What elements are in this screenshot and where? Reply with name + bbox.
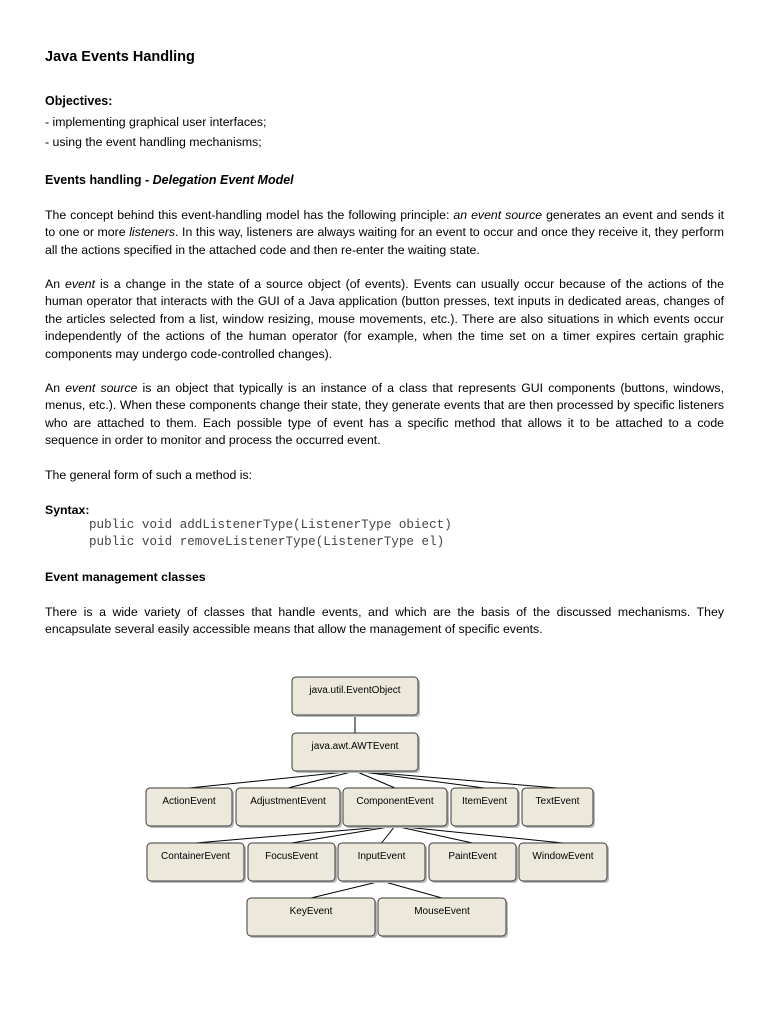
inheritance-edge-componentevent-inputevent — [382, 826, 396, 843]
section-heading-italic: Delegation Event Model — [152, 173, 294, 187]
class-node-itemevent — [451, 788, 520, 828]
inheritance-edge-componentevent-focusevent — [292, 826, 396, 843]
node-label-eventobject: java.util.EventObject — [309, 685, 401, 696]
node-box — [451, 788, 518, 826]
class-node-adjustmentevent — [236, 788, 342, 828]
section-heading-plain: Events handling - — [45, 173, 153, 187]
paragraph-event-definition: An event is a change in the state of a source object (of events). Events can usually occur because of the actions of the human operator that interacts with the GUI of a Java application (button presses, text inputs in dedicated areas, changes of the articles selected from a list, window resizing, mouse movements, etc.). There are also situations in which events occur independently of the actions of the human operator (for example, when the time set on a timer expires certain graphic components may undergo code-controlled changes). — [45, 277, 724, 361]
syntax-label: Syntax: — [45, 503, 90, 517]
node-box — [519, 843, 607, 881]
inheritance-edge-awtevent-textevent — [355, 771, 558, 788]
node-label-inputevent: InputEvent — [357, 851, 406, 862]
node-label-containerevent: ContainerEvent — [161, 851, 230, 862]
inheritance-edge-awtevent-adjustmentevent — [288, 771, 355, 788]
node-box — [247, 898, 375, 936]
node-label-paintevent: PaintEvent — [448, 851, 497, 862]
node-label-textevent: TextEvent — [535, 796, 580, 807]
objective-item: - using the event handling mechanisms; — [45, 135, 262, 149]
class-node-inputevent — [338, 843, 427, 883]
class-node-mouseevent — [378, 898, 508, 938]
class-node-focusevent — [248, 843, 337, 883]
node-box — [522, 788, 593, 826]
node-label-itemevent: ItemEvent — [461, 796, 508, 807]
class-node-eventobject — [292, 677, 420, 717]
paragraph-principle: The concept behind this event-handling model has the following principle: an event source generates an event and sends it to one or more listeners. In this way, listeners are always waiting for an event to occur and once they receive it, they perform all the actions specified in the attached code and then re-enter the waiting state. — [45, 208, 725, 257]
objectives-heading: Objectives: — [45, 94, 113, 108]
class-node-keyevent — [247, 898, 377, 938]
class-node-containerevent — [147, 843, 246, 883]
paragraph-event-classes: There is a wide variety of classes that handle events, and which are the basis of the discussed mechanisms. They encapsulate several easily accessible means that allow the management of specific events. — [45, 605, 724, 637]
class-node-componentevent — [343, 788, 449, 828]
inheritance-edge-inputevent-keyevent — [311, 881, 382, 898]
node-label-adjustmentevent: AdjustmentEvent — [250, 796, 326, 807]
class-node-textevent — [522, 788, 595, 828]
node-label-keyevent: KeyEvent — [289, 906, 333, 917]
node-label-mouseevent: MouseEvent — [414, 906, 470, 917]
event-classes-heading: Event management classes — [45, 570, 206, 584]
objective-item: - implementing graphical user interfaces; — [45, 115, 267, 129]
node-box — [378, 898, 506, 936]
inheritance-edge-componentevent-containerevent — [196, 826, 396, 843]
code-line: public void removeListenerType(ListenerType el) — [89, 535, 445, 549]
node-label-componentevent: ComponentEvent — [356, 796, 434, 807]
node-label-windowevent: WindowEvent — [532, 851, 594, 862]
paragraph-general-form: The general form of such a method is: — [45, 468, 253, 482]
node-box — [338, 843, 425, 881]
paragraph-event-source: An event source is an object that typically is an instance of a class that represents GUI components (buttons, windows, menus, etc.). When these components change their state, they generate events that are then processed by specific listeners who are attached to them. Each possible type of event has a specific method that allows it to be attached to a code sequence in order to monitor and process the occurred event. — [45, 381, 724, 448]
node-label-actionevent: ActionEvent — [162, 796, 216, 807]
node-box — [343, 788, 447, 826]
inheritance-edge-inputevent-mouseevent — [382, 881, 443, 898]
class-node-windowevent — [519, 843, 609, 883]
node-label-awtevent: java.awt.AWTEvent — [311, 741, 399, 752]
inheritance-edge-componentevent-paintevent — [395, 826, 473, 843]
node-box — [292, 677, 418, 715]
class-node-paintevent — [429, 843, 518, 883]
node-box — [146, 788, 232, 826]
node-box — [147, 843, 244, 881]
node-box — [429, 843, 516, 881]
class-node-actionevent — [146, 788, 234, 828]
node-box — [292, 733, 418, 771]
node-box — [248, 843, 335, 881]
node-box — [236, 788, 340, 826]
node-label-focusevent: FocusEvent — [265, 851, 318, 862]
inheritance-edge-componentevent-windowevent — [395, 826, 563, 843]
document-title: Java Events Handling — [45, 49, 195, 65]
inheritance-edge-awtevent-actionevent — [189, 771, 355, 788]
class-node-awtevent — [292, 733, 420, 773]
code-line: public void addListenerType(ListenerType obiect) — [89, 518, 452, 532]
